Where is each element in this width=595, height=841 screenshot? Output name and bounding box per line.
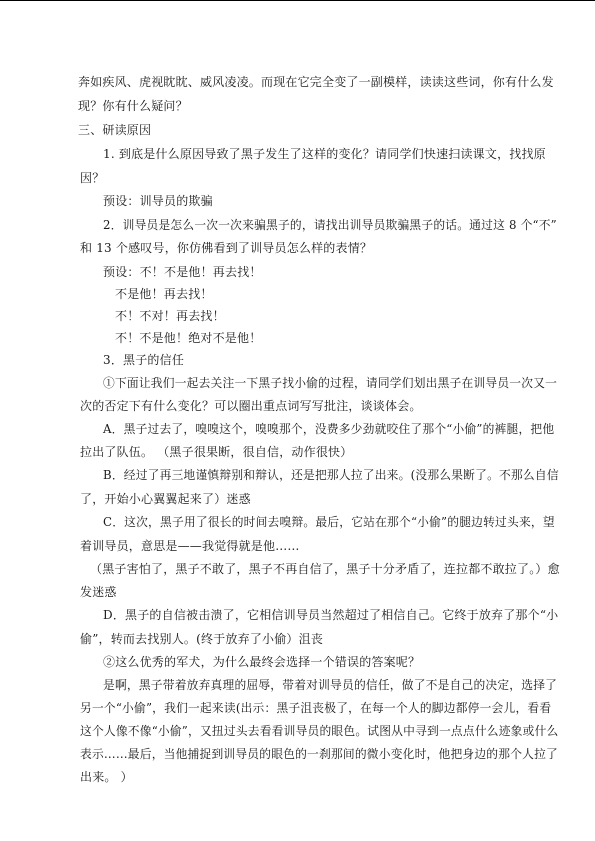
quote-line: 不是他！再去找！ xyxy=(115,287,213,301)
paragraph-line: 出来。 ） xyxy=(80,770,133,784)
quote-line: 不！不是他！绝对不是他！ xyxy=(115,331,262,345)
paragraph-line: 拉出了队伍。 （黑子很果断，很自信，动作很快） xyxy=(80,445,353,459)
paragraph-line: ①下面让我们一起去关注一下黑子找小偷的过程，请同学们划出黑子在训导员一次又一 xyxy=(103,376,558,390)
paragraph-line: B．经过了再三地谨慎辩别和辩认，还是把那人拉了出来。(没那么果断了。不那么自信 xyxy=(103,468,559,482)
paragraph-line: （黑子害怕了，黑子不敢了，黑子不再自信了，黑子十分矛盾了，连拉都不敢拉了。）愈 xyxy=(90,562,560,576)
paragraph-line: 次的否定下有什么变化？可以圈出重点词写写批注，谈谈体会。 xyxy=(80,399,422,413)
subsection-heading: 3．黑子的信任 xyxy=(103,353,185,367)
paragraph-line: A．黑子过去了，嗅嗅这个，嗅嗅那个，没费多少劲就咬住了那个“小偷”的裤腿，把他 xyxy=(103,422,555,436)
question-line: 1. 到底是什么原因导致了黑子发生了这样的变化？请同学们快速扫读课文，找找原 xyxy=(103,147,546,161)
paragraph-line: 发迷惑 xyxy=(80,585,117,599)
paragraph-line: 奔如疾风、虎视眈眈、威风凌凌。而现在它完全变了一副模样，读读这些词，你有什么发 xyxy=(78,75,554,89)
paragraph-line: 了，开始小心翼翼起来了）迷惑 xyxy=(80,492,251,506)
quote-line: 不！不对！再去找！ xyxy=(115,309,225,323)
paragraph-line: 偷”，转而去找别人。(终于放弃了小偷）沮丧 xyxy=(80,632,324,646)
paragraph-line: 现？你有什么疑问？ xyxy=(78,99,188,113)
section-heading: 三、研读原因 xyxy=(78,123,152,137)
preset-answer: 预设：训导员的欺骗 xyxy=(103,194,213,208)
question-line: 因？ xyxy=(80,171,105,185)
paragraph-line: ②这么优秀的军犬，为什么最终会选择一个错误的答案呢？ xyxy=(103,655,421,669)
paragraph-line: 着训导员，意思是——我觉得就是他…… xyxy=(80,539,300,553)
preset-answer: 预设：不！不是他！再去找！ xyxy=(103,265,262,279)
question-line: 和 13 个感叹号，你仿佛看到了训导员怎么样的表情？ xyxy=(80,241,373,255)
paragraph-line: 是啊，黑子带着放弃真理的屈辱，带着对训导员的信任，做了不是自己的决定，选择了 xyxy=(103,678,558,692)
paragraph-line: 这个人像不像“小偷”，又扭过头去看看训导员的眼色。试图从中寻到一点点什么迹象或什么 xyxy=(80,724,559,738)
paragraph-line: 另一个“小偷”，我们一起来读(出示：黑子沮丧极了，在每一个人的脚边都停一会儿，看看 xyxy=(80,701,552,715)
question-line: 2．训导员是怎么一次一次来骗黑子的，请找出训导员欺骗黑子的话。通过这 8 个“不” xyxy=(103,218,557,232)
paragraph-line: 表示……最后，当他捕捉到训导员的眼色的一刹那间的微小变化时，他把身边的那个人拉了 xyxy=(80,747,558,761)
paragraph-line: D．黑子的自信被击溃了，它相信训导员当然超过了相信自己。它终于放弃了那个“小 xyxy=(103,608,559,622)
paragraph-line: C．这次，黑子用了很长的时间去嗅辩。最后，它站在那个“小偷”的腿边转过头来，望 xyxy=(103,515,555,529)
